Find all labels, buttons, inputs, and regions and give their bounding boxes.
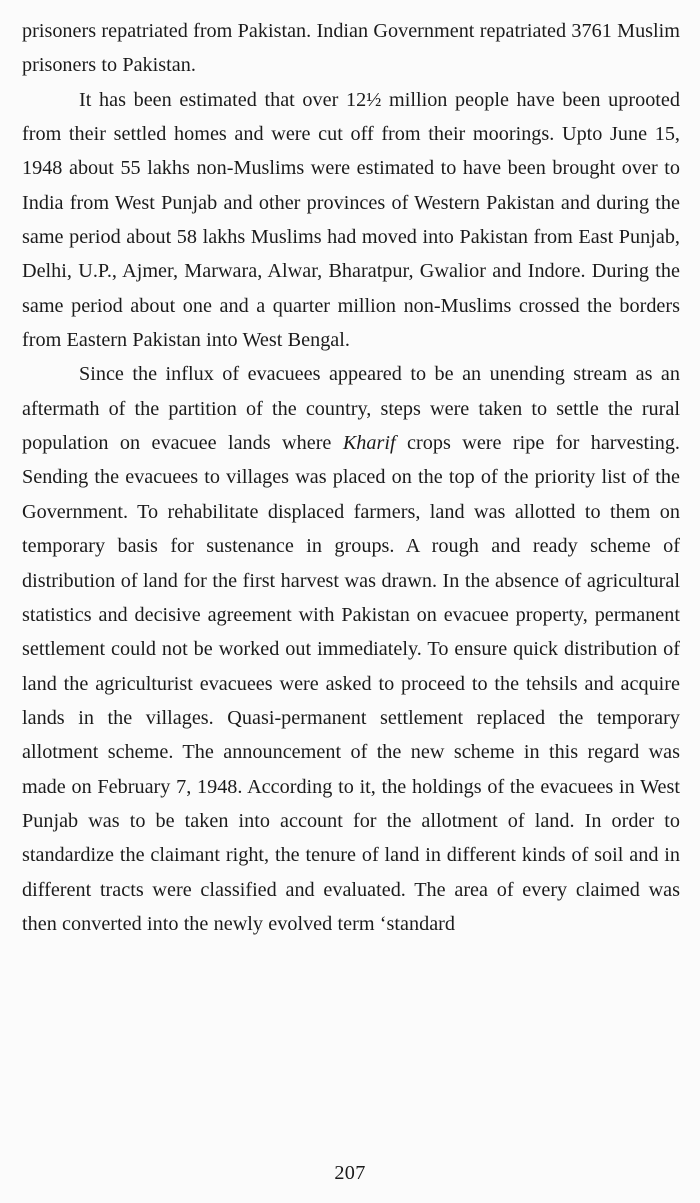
paragraph-text-before-emphasis: Since the influx of evacuees appeared to be an unending stream as an aftermath of the partition of the country, steps were taken to settle the rural population on evacuee lands where	[22, 363, 680, 455]
paragraph-continuation: prisoners repatriated from Pakistan. Indian Government repatriated 3761 Muslim prisoners to Pakistan.	[22, 20, 680, 77]
italic-term-kharif: Kharif	[342, 432, 396, 455]
paragraph-rehabilitation-scheme	[22, 357, 680, 941]
paragraph-text-after-emphasis: crops were ripe for harvesting. Sending the evacuees to villages was placed on the top of the priority list of the Government. To rehabilitate displaced farmers, land was allotted to them on temporary basis for sustenance in groups. A rough and ready scheme of distribution of land for the first harvest was drawn. In the absence of agricultural statistics and decisive agreement with Pakistan on evacuee property, permanent settlement could not be worked out immediately. To ensure quick distribution of land the agriculturist evacuees were asked to proceed to the tehsils and acquire lands in the villages. Quasi-permanent settlement replaced the temporary allotment scheme. The announcement of the new scheme in this regard was made on February 7, 1948. According to it, the holdings of the evacuees in West Punjab was to be taken into account for the allotment of land. In order to standardize the claimant right, the tenure of land in different kinds of soil and in different tracts were classified and evaluated. The area of every claimed was then converted into the newly evolved term ‘standard	[22, 432, 680, 935]
paragraph-migration-statistics: It has been estimated that over 12½ million people have been uprooted from their settled homes and were cut off from their moorings. Upto June 15, 1948 about 55 lakhs non-Muslims were estimated to have been brought over to India from West Punjab and other provinces of Western Pakistan and during the same period about 58 lakhs Muslims had moved into Pakistan from East Punjab, Delhi, U.P., Ajmer, Marwara, Alwar, Bharatpur, Gwalior and Indore. During the same period about one and a quarter million non-Muslims crossed the borders from Eastern Pakistan into West Bengal.	[22, 88, 680, 352]
body-text-column	[22, 14, 680, 941]
page-number: 207	[334, 1162, 366, 1184]
